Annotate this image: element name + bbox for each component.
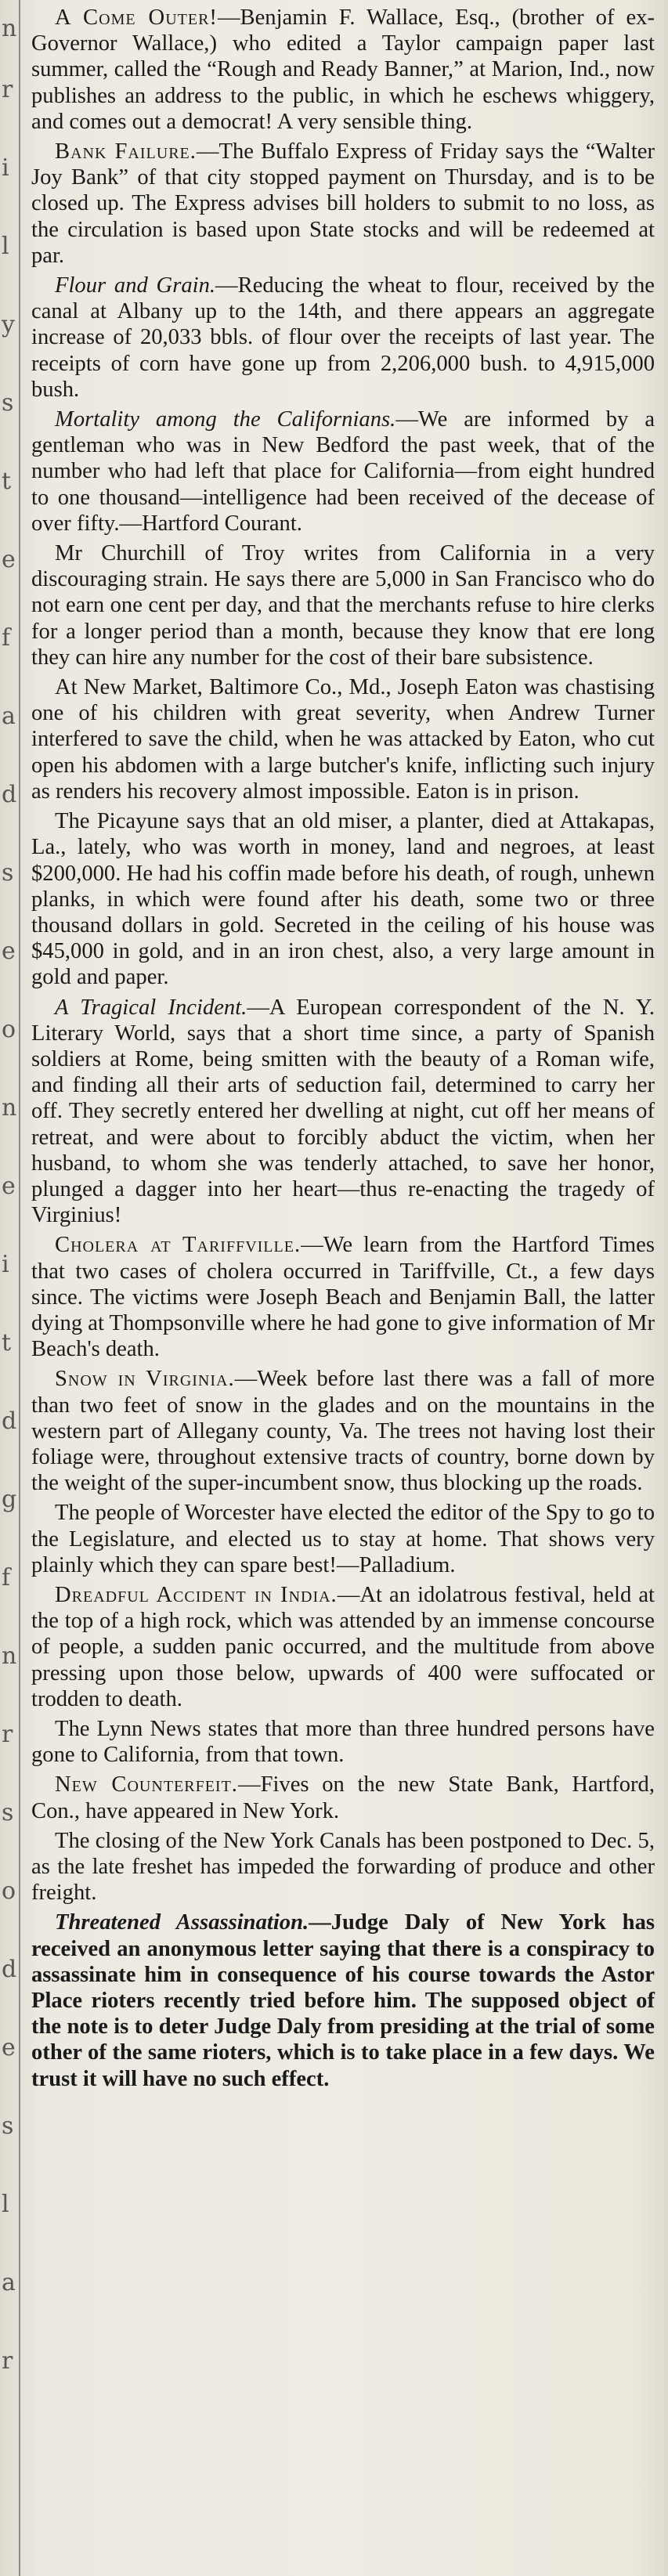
- article-new-market: [31, 674, 655, 804]
- article-snow-virginia: [31, 1366, 655, 1496]
- news-column: [31, 5, 655, 2096]
- margin-fragment: r: [2, 1721, 13, 1748]
- column-rule: [19, 0, 20, 2576]
- article-flour-grain: [31, 273, 655, 403]
- margin-fragment: r: [2, 76, 13, 103]
- margin-fragment: l: [2, 2191, 9, 2218]
- left-margin-fragments: [0, 0, 17, 2576]
- article-body: —We learn from the Hartford Times that two cases of cholera occurred in Tariffville, Ct., a few days since. The victims were Joseph Beach and Benjamin Ball, the latter dying at Thompsonville where he had gone to give information of Mr Beach's death.: [31, 1233, 655, 1362]
- margin-fragment: s: [2, 859, 14, 887]
- margin-fragment: e: [2, 938, 16, 965]
- article-picayune-miser: [31, 808, 655, 990]
- article-body: —The Buffalo Express of Friday says the “Walter Joy Bank” of that city stopped payment on Thursday, and is to be closed up. The Express advises bill holders to submit to no loss, as the circulation is based upon State stocks and will be redeemed at par.: [31, 139, 655, 268]
- article-body: The Picayune says that an old miser, a planter, died at Attakapas, La., lately, who was worth in money, land and negroes, at least $200,000. He had his coffin made before his death, of rough, unhewn planks, in which were found after his death, some two or three thousand dollars in gold. Secreted in the ceiling of his house was $45,000 in gold, and in an iron chest, also, a very large amount in gold and paper.: [31, 809, 655, 990]
- article-accident-india: [31, 1582, 655, 1712]
- article-heading: New Counterfeit.: [55, 1772, 238, 1797]
- article-body: —Fives on the new State Bank, Hartford, Con., have appeared in New York.: [31, 1772, 655, 1823]
- article-body: The people of Worcester have elected the editor of the Spy to go to the Legislature, and elected us to stay at home. That shows very plainly which they can spare best!—Palladium.: [31, 1501, 655, 1577]
- margin-fragment: t: [2, 468, 12, 495]
- article-threatened-assassination: [31, 1909, 655, 2091]
- article-heading: A Tragical Incident.: [55, 995, 247, 1020]
- article-lynn-news: [31, 1716, 655, 1768]
- margin-fragment: e: [2, 2034, 16, 2061]
- margin-fragment: l: [2, 233, 9, 260]
- article-heading: A Come Outer!: [55, 5, 218, 30]
- article-bank-failure: [31, 139, 655, 269]
- article-body: —Benjamin F. Wallace, Esq., (brother of ex-Governor Wallace,) who edited a Taylor campaign paper last summer, called the “Rough and Ready Banner,” at Marion, Ind., now publishes an address to the public, in which he eschews whiggery, and comes out a democrat! A very sensible thing.: [31, 5, 655, 134]
- article-heading: Mortality among the Californians.: [55, 407, 396, 432]
- article-worcester: [31, 1500, 655, 1578]
- article-heading: Cholera at Tariffville.: [55, 1233, 302, 1258]
- margin-fragment: f: [2, 624, 11, 652]
- article-mortality-californians: [31, 406, 655, 537]
- margin-fragment: t: [2, 1329, 12, 1357]
- margin-fragment: s: [2, 389, 14, 417]
- margin-fragment: r: [2, 2347, 13, 2375]
- article-body: The Lynn News states that more than three hundred persons have gone to California, from that town.: [31, 1717, 655, 1768]
- margin-fragment: i: [2, 154, 9, 182]
- article-body: —Judge Daly of New York has received an anonymous letter saying that there is a conspiracy to assassinate him in consequence of his course towards the Astor Place rioters recently tried before him. The supposed object of the note is to deter Judge Daly from presiding at the trial of some other of the same rioters, which is to take place in a few days. We trust it will have no such effect.: [31, 1910, 655, 2091]
- margin-fragment: n: [2, 1642, 17, 1670]
- article-canals: [31, 1828, 655, 1906]
- article-cholera-tariffville: [31, 1232, 655, 1362]
- margin-fragment: d: [2, 1956, 17, 1983]
- article-body: —At an idolatrous festival, held at the top of a high rock, which was attended by an immense concourse of people, a sudden panic occurred, and the multitude from above pressing upon those below, upwards of 400 were suffocated or trodden to death.: [31, 1582, 655, 1711]
- article-churchill-troy: [31, 540, 655, 670]
- margin-fragment: d: [2, 1407, 17, 1435]
- margin-fragment: s: [2, 1799, 14, 1826]
- margin-fragment: a: [2, 2269, 16, 2296]
- margin-fragment: g: [2, 1486, 17, 1513]
- article-new-counterfeit: [31, 1772, 655, 1823]
- article-body: —A European correspondent of the N. Y. Literary World, says that a short time since, a party of Spanish soldiers at Rome, being smitten with the beauty of a Roman wife, and finding all their arts of seduction fail, determined to carry her off. They secretly entered her dwelling at night, cut off her means of retreat, and were about to forcibly abduct the victim, when her husband, to whom she was tenderly attached, to save her honor, plunged a dagger into her heart—thus re-enacting the tragedy of Virginius!: [31, 995, 655, 1228]
- article-heading: Threatened Assassination.: [55, 1910, 309, 1935]
- article-body: —Week before last there was a fall of more than two feet of snow in the glades and on the mountains in the western part of Allegany county, Va. The trees not having lost their foliage were, throughout extensive tracts of country, borne down by the weight of the super-incumbent snow, thus blocking up the roads.: [31, 1367, 655, 1496]
- article-body: The closing of the New York Canals has been postponed to Dec. 5, as the late freshet has impeded the forwarding of produce and other freight.: [31, 1828, 655, 1906]
- article-come-outer: [31, 5, 655, 135]
- margin-fragment: e: [2, 546, 16, 573]
- margin-fragment: s: [2, 2112, 14, 2140]
- margin-fragment: n: [2, 1094, 17, 1122]
- article-body: —We are informed by a gentleman who was in New Bedford the past week, that of the number who had left that place for California—from eight hundred to one thousand—intelligence had been received of the decease of over fifty.—Hartford Courant.: [31, 407, 655, 536]
- article-body: Mr Churchill of Troy writes from California in a very discouraging strain. He says there are 5,000 in San Francisco who do not earn one cent per day, and that the merchants refuse to hire clerks for a longer period than a month, because they know that ere long they can hire any number for the cost of their bare subsistence.: [31, 541, 655, 670]
- article-heading: Snow in Virginia.: [55, 1367, 235, 1392]
- margin-fragment: n: [2, 15, 17, 42]
- article-heading: Flour and Grain.: [55, 273, 216, 298]
- margin-fragment: y: [2, 311, 15, 338]
- article-body: At New Market, Baltimore Co., Md., Joseph Eaton was chastising one of his children with great severity, when Andrew Turner interfered to save the child, when he was attacked by Eaton, who cut open his abdomen with a large butcher's knife, inflicting such injury as renders his recovery almost impossible. Eaton is in prison.: [31, 675, 655, 804]
- article-heading: Bank Failure.: [55, 139, 197, 164]
- article-heading: Dreadful Accident in India.: [55, 1582, 338, 1607]
- margin-fragment: a: [2, 703, 16, 730]
- margin-fragment: e: [2, 1172, 16, 1200]
- margin-fragment: o: [2, 1016, 16, 1043]
- margin-fragment: f: [2, 1564, 11, 1591]
- article-body: —Reducing the wheat to flour, received by the canal at Albany up to the 14th, and there appears an aggregate increase of 20,033 bbls. of flour over the receipts of last year. The receipts of corn have gone up from 2,206,000 bush. to 4,915,000 bush.: [31, 273, 655, 402]
- margin-fragment: i: [2, 1251, 9, 1278]
- margin-fragment: d: [2, 781, 17, 808]
- article-tragical-incident: [31, 995, 655, 1229]
- margin-fragment: o: [2, 1877, 16, 1905]
